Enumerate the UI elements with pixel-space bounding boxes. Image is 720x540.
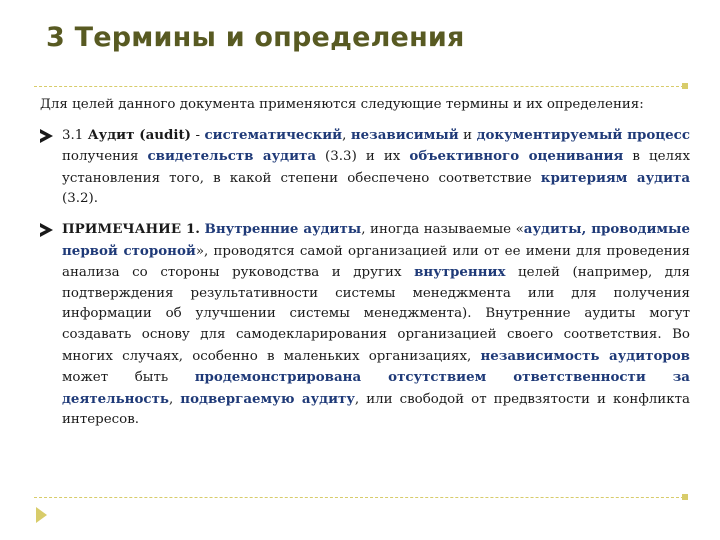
arrow-bullet-icon [40,223,53,237]
note-highlight: внутренних [414,264,506,281]
arrow-bullet-icon [40,129,53,143]
note-highlight: Внутренние аудиты [204,220,362,237]
note-text: , иногда называемые « [361,221,524,237]
note-highlight: аудиты, проводимые первой стороной [62,220,690,259]
term-highlight: свидетельств аудита [147,148,316,165]
bottom-divider [34,497,684,498]
divider-end-mark [682,83,688,89]
note-highlight: продемонстрирована отсутствием ответственности за деятельность [62,369,690,407]
term-number: 3.1 [62,127,84,143]
slide-corner-triangle-icon [36,507,47,523]
term-dash: - [191,127,205,143]
term-name: Аудит (audit) [87,126,192,143]
divider-end-mark [682,494,688,500]
term-highlight: объективного оценивания [409,148,624,165]
term-highlight: систематический [204,126,343,143]
page-title: 3 Термины и определения [46,22,465,53]
top-divider [34,86,684,87]
note-label: ПРИМЕЧАНИЕ 1. [62,220,200,237]
note-text: , или свободой от предвзятости и конфликта интересов. [62,391,690,428]
term-text: получения [62,149,148,165]
document-body [40,95,690,440]
intro-paragraph: Для целей данного документа применяются следующие термины и их определения: [40,97,644,112]
term-text: в целях установления того, в какой степени обеспечено соответствие [62,149,691,186]
term-text: и [458,127,477,143]
term-text: , [342,127,351,143]
term-text: (3.2). [62,191,99,207]
note-text: целей (например, для подтверждения результативности системы менеджмента или для получения информации об улучшении системы менеджмента). Внутренние аудиты могут создавать основу для самодекларирования организацией своего соответствия. Во многих случаях, особенно в маленьких организациях, [62,265,690,364]
note-paragraph [40,219,690,431]
term-text: (3.3) и их [316,149,410,165]
note-highlight: независимость аудиторов [480,347,690,364]
term-definition [40,125,690,210]
note-highlight: подвергаемую аудиту [180,390,355,407]
term-highlight: критериям аудита [540,169,690,186]
note-text: может быть [62,370,195,386]
term-highlight: документируемый процесс [476,126,690,143]
note-text: », проводятся самой организацией или от ее имени для проведения анализа со стороны руководства и других [62,243,691,281]
note-text: , [168,391,181,407]
term-highlight: независимый [350,126,459,143]
